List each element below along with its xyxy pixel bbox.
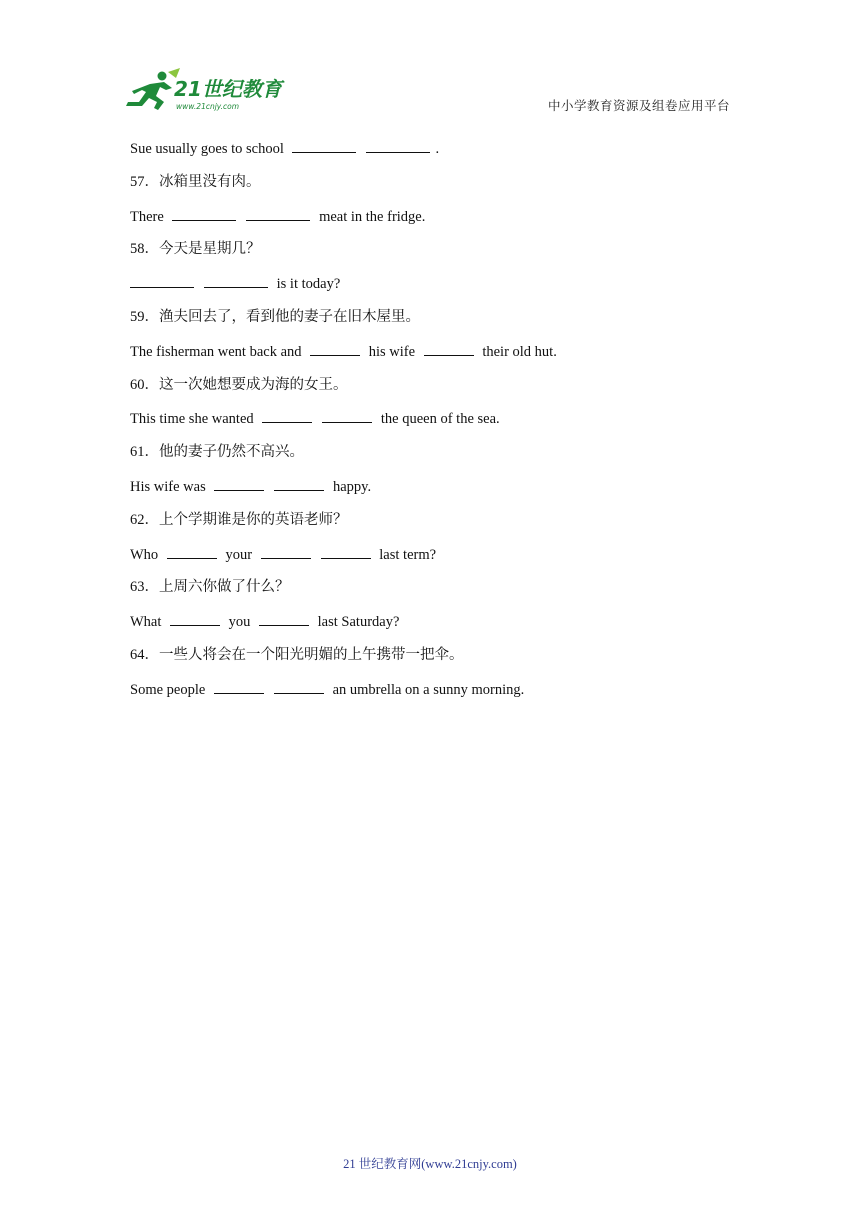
line-text: meat in the fridge. [315,208,426,225]
answer-blank[interactable] [424,341,474,356]
line-text: 60．这一次她想要成为海的女王。 [130,376,348,393]
exercise-line [130,408,750,442]
exercise-content [130,138,750,713]
platform-label: 中小学教育资源及组卷应用平台 [547,99,730,113]
exercise-line [130,679,750,713]
answer-blank[interactable] [262,408,312,423]
answer-blank[interactable] [167,544,217,559]
exercise-line [130,239,750,273]
exercise-line [130,172,750,206]
line-text: Some people [130,681,209,698]
line-text: This time she wanted [130,411,258,428]
line-text: 63．上周六你做了什么？ [130,579,290,596]
answer-blank[interactable] [204,273,268,288]
logo [122,68,292,116]
answer-blank[interactable] [214,679,264,694]
logo-text: 21世纪教育 [174,77,282,101]
answer-blank[interactable] [170,611,220,626]
line-text: Sue usually goes to school [130,141,288,157]
answer-blank[interactable] [321,544,371,559]
page-footer: 21 世纪教育网(www.21cnjy.com) [343,1157,517,1171]
exercise-line [130,476,750,510]
exercise-line [130,510,750,544]
exercise-line [130,577,750,611]
line-text: 58．今天是星期几？ [130,241,261,258]
line-text: last Saturday? [314,614,400,631]
answer-blank[interactable] [259,611,309,626]
line-text: Who [130,546,162,563]
line-text: 57．冰箱里没有肉。 [130,173,261,190]
logo-url-text: www.21cnjy.com [176,102,240,111]
line-text: your [221,546,256,563]
line-text: 59．渔夫回去了，看到他的妻子在旧木屋里。 [130,308,420,325]
runner-logo-icon [122,68,292,116]
line-text: happy. [329,478,372,495]
exercise-line [130,206,750,240]
exercise-line [130,341,750,375]
line-text: 64．一些人将会在一个阳光明媚的上午携带一把伞。 [130,646,464,663]
answer-blank[interactable] [274,476,324,491]
line-text: 62．上个学期谁是你的英语老师？ [130,511,348,528]
answer-blank[interactable] [322,408,372,423]
exercise-line [130,138,750,172]
exercise-line [130,375,750,409]
line-text: you [225,614,255,631]
line-text: What [130,614,166,631]
line-text: an umbrella on a sunny morning. [328,681,525,698]
answer-blank[interactable] [274,679,324,694]
answer-blank[interactable] [261,544,311,559]
exercise-line [130,442,750,476]
answer-blank[interactable] [246,206,310,221]
exercise-line [130,544,750,578]
answer-blank[interactable] [310,341,360,356]
exercise-line [130,645,750,679]
line-text: last term? [375,546,437,563]
line-text: . [435,141,440,157]
exercise-line [130,307,750,341]
answer-blank[interactable] [366,138,430,153]
exercise-line [130,611,750,645]
line-text: the queen of the sea. [377,411,500,428]
line-text: There [130,208,168,225]
answer-blank[interactable] [214,476,264,491]
exercise-line [130,273,750,307]
answer-blank[interactable] [130,273,194,288]
line-text: is it today? [273,276,341,293]
page-header [0,0,860,130]
line-text: 61．他的妻子仍然不高兴。 [130,444,304,461]
line-text: His wife was [130,478,210,495]
answer-blank[interactable] [292,138,356,153]
answer-blank[interactable] [172,206,236,221]
line-text: his wife [365,343,419,360]
line-text: The fisherman went back and [130,343,306,360]
line-text: their old hut. [478,343,557,360]
